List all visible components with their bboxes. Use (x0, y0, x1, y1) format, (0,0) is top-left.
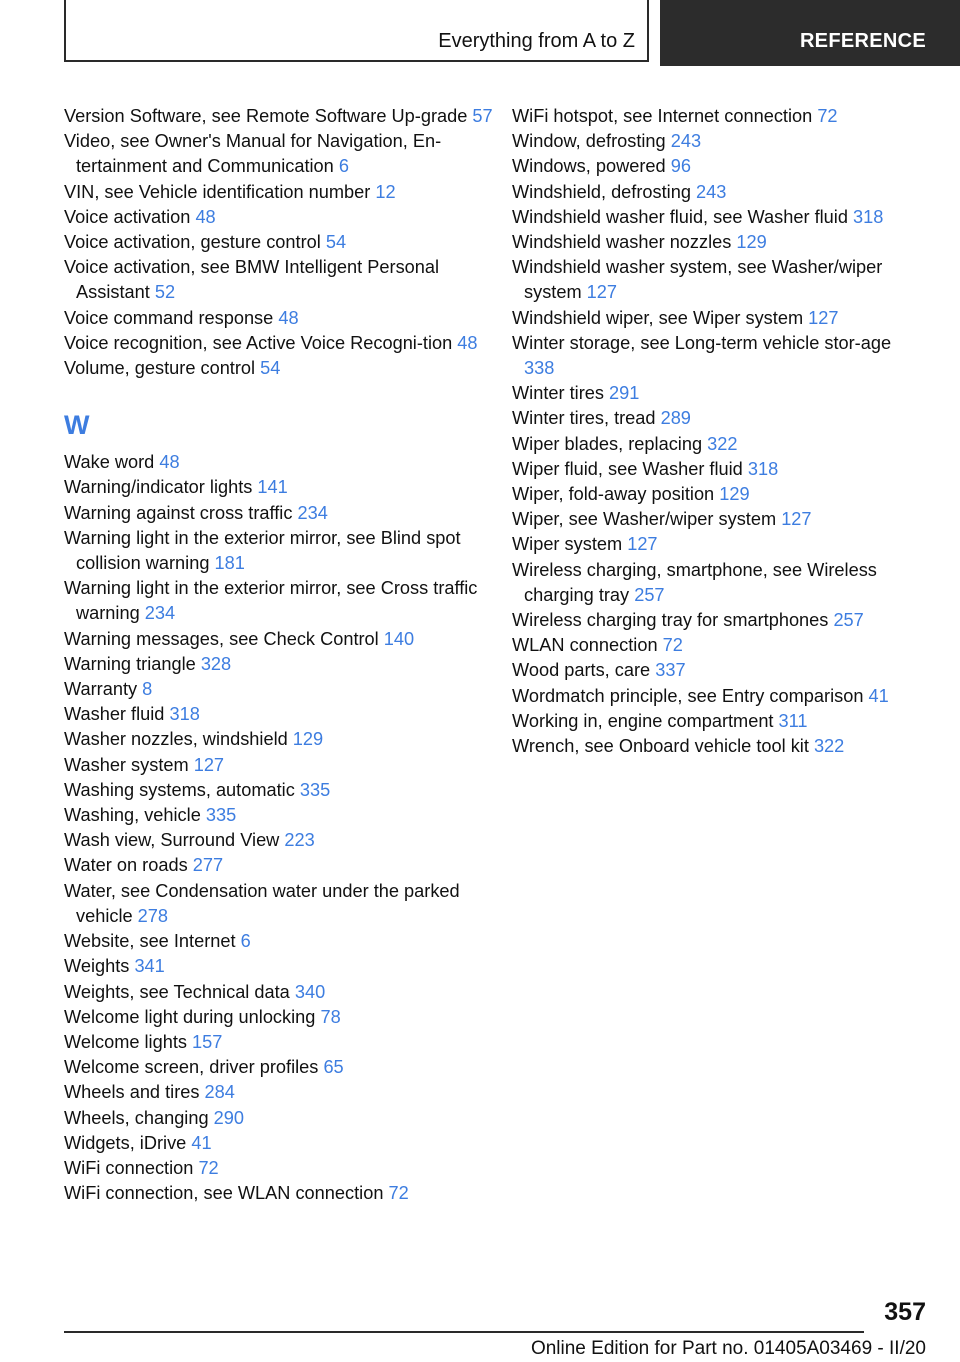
index-column-left (64, 104, 494, 1206)
index-page-link[interactable]: 52 (154, 282, 176, 303)
index-page-link[interactable]: 54 (260, 358, 281, 379)
index-entry (64, 828, 494, 853)
index-entry-text: WiFi hotspot, see Internet connection (512, 106, 818, 126)
index-page-link[interactable]: 48 (159, 452, 180, 473)
index-page-link[interactable]: 48 (278, 307, 299, 328)
index-page-link[interactable]: 127 (193, 754, 225, 775)
index-entry-text: Washer system (64, 754, 194, 775)
index-entry-text: Washer nozzles, windshield (64, 729, 293, 750)
index-column-right (512, 104, 912, 759)
index-entry (64, 1131, 494, 1156)
index-entry (512, 129, 912, 154)
index-entry (64, 1156, 494, 1181)
index-entry (64, 501, 494, 526)
index-entry (512, 230, 912, 255)
index-entry (64, 104, 494, 129)
footer-divider (64, 1331, 864, 1333)
header-section-tab (660, 0, 960, 66)
index-entry (64, 331, 494, 356)
index-page-link[interactable]: 278 (137, 905, 169, 926)
index-entry-text: Wrench, see Onboard vehicle tool kit (512, 736, 814, 757)
index-entry-text: Windshield, defrosting (512, 181, 696, 202)
index-entry-text: Voice activation, see BMW Intelligent Personal Assistant (64, 257, 440, 303)
index-entry (512, 734, 912, 759)
index-entry (512, 432, 912, 457)
index-page-link[interactable]: 65 (323, 1057, 344, 1078)
index-entry-text: Wheels, changing (64, 1107, 214, 1128)
index-entry-text: Washer fluid (64, 704, 170, 725)
header-tab-label: REFERENCE (799, 30, 926, 52)
index-page-link[interactable]: 140 (383, 628, 415, 649)
index-entry-text: Window, defrosting (512, 131, 671, 152)
index-list-v (64, 104, 494, 381)
index-page-link[interactable]: 277 (192, 855, 224, 876)
index-entry (512, 633, 912, 658)
index-entry-text: Working in, engine compartment (512, 710, 779, 731)
index-entry (64, 980, 494, 1005)
index-entry-text: Warning/indicator lights (64, 477, 258, 498)
index-entry-text: Windshield washer fluid, see Washer fluid (512, 206, 853, 227)
index-entry (512, 255, 912, 305)
index-entry-text: Website, see Internet (64, 931, 241, 952)
index-entry-text: Video, see Owner's Manual for Navigation, En-tertainment and Communication (64, 131, 442, 177)
index-page-link[interactable]: 322 (813, 736, 845, 757)
index-page-link[interactable]: 318 (169, 704, 200, 725)
index-list-right (512, 104, 912, 759)
index-entry-text: Volume, gesture control (64, 358, 261, 379)
index-entry (512, 306, 912, 331)
index-page-link[interactable]: 72 (198, 1157, 219, 1178)
section-letter-w: W (64, 410, 90, 441)
index-page-link[interactable]: 12 (375, 181, 396, 202)
index-entry (64, 1005, 494, 1030)
index-page-link[interactable]: 78 (320, 1006, 341, 1027)
index-page-link[interactable]: 243 (670, 131, 702, 152)
index-entry (64, 778, 494, 803)
index-entry-text: Widgets, iDrive (64, 1132, 192, 1153)
index-entry-text: Voice command response (64, 307, 279, 328)
index-entry-text: Voice activation, gesture control (64, 232, 326, 253)
index-page-link[interactable]: 340 (294, 981, 326, 1002)
index-entry (512, 608, 912, 633)
index-entry (512, 180, 912, 205)
index-entry-text: Wireless charging, smartphone, see Wireless charging tray (512, 559, 877, 605)
index-entry-text: Wiper, fold-away position (512, 484, 720, 505)
index-page-link[interactable]: 8 (142, 679, 153, 700)
index-entry (64, 1080, 494, 1105)
index-entry (64, 929, 494, 954)
index-page-link[interactable]: 338 (524, 358, 555, 379)
index-page-link[interactable]: 322 (707, 433, 738, 454)
index-entry-text: Wheels and tires (64, 1082, 205, 1103)
index-entry-text: VIN, see Vehicle identification number (64, 181, 376, 202)
index-entry-text: Washing systems, automatic (64, 779, 300, 800)
index-entry (512, 406, 912, 431)
index-entry (64, 753, 494, 778)
index-entry-text: Weights, see Technical data (64, 981, 295, 1002)
index-entry (64, 306, 494, 331)
index-entry (64, 702, 494, 727)
index-entry (64, 1181, 494, 1206)
index-entry-text: WiFi connection (64, 1157, 199, 1178)
index-list-w (64, 450, 494, 1206)
index-entry-text: Winter storage, see Long-term vehicle stor-age (512, 332, 892, 353)
index-entry-text: Winter tires, tread (512, 408, 661, 429)
index-page-link[interactable]: 311 (778, 710, 808, 731)
index-entry (64, 954, 494, 979)
header-title: Everything from A to Z (438, 30, 635, 52)
index-entry (64, 1106, 494, 1131)
index-entry (64, 853, 494, 878)
index-entry-text: Windshield wiper, see Wiper system (512, 307, 809, 328)
index-page-link[interactable]: 72 (662, 635, 683, 656)
index-entry (512, 205, 912, 230)
index-page-link[interactable]: 129 (292, 729, 324, 750)
index-page-link[interactable]: 335 (299, 779, 331, 800)
index-page-link[interactable]: 127 (808, 307, 839, 328)
index-entry-text: Windshield washer nozzles (512, 232, 737, 253)
index-entry-text: Windows, powered (512, 156, 671, 177)
index-page-link[interactable]: 127 (586, 282, 618, 303)
index-entry (64, 1030, 494, 1055)
index-entry-text: Wood parts, care (512, 660, 656, 681)
index-entry-text: Warning messages, see Check Control (64, 628, 384, 649)
index-entry-text: Winter tires (512, 383, 610, 404)
index-page-link[interactable]: 223 (284, 830, 315, 851)
index-page-link[interactable]: 48 (457, 332, 478, 353)
index-page-link[interactable]: 129 (719, 484, 750, 505)
index-page-link[interactable]: 318 (853, 206, 884, 227)
index-entry-text: Wordmatch principle, see Entry comparison (512, 685, 869, 706)
index-entry (64, 205, 494, 230)
index-entry (512, 104, 912, 129)
index-page-link[interactable]: 72 (817, 106, 838, 126)
footer-edition: Online Edition for Part no. 01405A03469 - II/20 (530, 1338, 926, 1359)
index-page-link[interactable]: 129 (736, 232, 767, 253)
index-entry (64, 526, 494, 576)
index-entry (64, 255, 494, 305)
index-entry (64, 180, 494, 205)
index-page-link[interactable]: 72 (388, 1183, 409, 1204)
index-entry (64, 230, 494, 255)
index-page-link[interactable]: 328 (200, 653, 232, 674)
index-page-link[interactable]: 127 (781, 509, 812, 530)
index-entry-text: Version Software, see Remote Software Up-grade (64, 106, 473, 126)
index-entry-text: Weights (64, 956, 135, 977)
index-page-link[interactable]: 335 (205, 805, 237, 826)
index-entry-text: Water on roads (64, 855, 193, 876)
index-entry (64, 450, 494, 475)
index-entry-text: Warning light in the exterior mirror, see Cross traffic warning (64, 578, 478, 624)
index-entry-text: Wiper system (512, 534, 628, 555)
index-entry (512, 532, 912, 557)
index-page-link[interactable]: 54 (325, 232, 347, 253)
index-entry (64, 356, 494, 381)
page-header (64, 0, 960, 66)
index-entry (64, 1055, 494, 1080)
index-entry-text: Wiper blades, replacing (512, 433, 708, 454)
index-page-link[interactable]: 257 (634, 584, 665, 605)
index-entry (64, 576, 494, 626)
index-entry-text: Warning light in the exterior mirror, see Blind spot collision warning (64, 527, 461, 574)
index-page-link[interactable]: 6 (338, 156, 349, 177)
index-entry (512, 457, 912, 482)
index-entry (512, 331, 912, 381)
index-page-link[interactable]: 337 (655, 660, 686, 681)
index-page-link[interactable]: 284 (204, 1082, 235, 1103)
index-entry-text: Warranty (64, 679, 143, 700)
index-entry (512, 658, 912, 683)
index-entry (512, 482, 912, 507)
index-entry-text: Welcome lights (64, 1031, 193, 1052)
index-entry (512, 709, 912, 734)
index-page-link[interactable]: 57 (472, 106, 493, 126)
index-page-link[interactable]: 6 (240, 931, 251, 952)
index-page-link[interactable]: 41 (868, 685, 889, 706)
index-page-link[interactable]: 181 (214, 553, 245, 574)
index-page-link[interactable]: 318 (747, 458, 779, 479)
index-entry-text: Wash view, Surround View (64, 830, 285, 851)
index-page-link[interactable]: 289 (660, 408, 691, 429)
index-entry (512, 381, 912, 406)
index-page-link[interactable]: 290 (213, 1107, 244, 1128)
index-entry (64, 652, 494, 677)
index-entry-text: WLAN connection (512, 635, 663, 656)
index-page-link[interactable]: 141 (257, 477, 288, 498)
index-entry (64, 677, 494, 702)
index-entry-text: WiFi connection, see WLAN connection (64, 1183, 389, 1204)
index-entry-text: Wiper, see Washer/wiper system (512, 509, 782, 530)
index-entry-text: Wireless charging tray for smartphones (512, 610, 834, 631)
index-entry-text: Washing, vehicle (64, 805, 206, 826)
index-entry (512, 507, 912, 532)
index-entry-text: Windshield washer system, see Washer/wiper system (512, 257, 883, 303)
index-entry (64, 879, 494, 929)
index-page-link[interactable]: 96 (670, 156, 691, 177)
index-entry (64, 627, 494, 652)
page-number: 357 (884, 1298, 926, 1326)
index-entry (64, 727, 494, 752)
index-page-link[interactable]: 257 (833, 610, 864, 631)
index-page-link[interactable]: 234 (297, 502, 328, 523)
index-entry-text: Warning triangle (64, 653, 201, 674)
index-page-link[interactable]: 341 (134, 956, 165, 977)
index-page-link[interactable]: 291 (609, 383, 640, 404)
index-entry-text: Voice activation (64, 206, 196, 227)
index-entry (512, 154, 912, 179)
index-entry-text: Voice recognition, see Active Voice Recogni-tion (64, 332, 458, 353)
index-page-link[interactable]: 157 (192, 1031, 223, 1052)
index-entry-text: Welcome screen, driver profiles (64, 1057, 324, 1078)
index-entry-text: Wake word (64, 452, 160, 473)
index-page-link[interactable]: 41 (191, 1132, 212, 1153)
index-entry (64, 475, 494, 500)
index-entry-text: Warning against cross traffic (64, 502, 298, 523)
index-entry-text: Wiper fluid, see Washer fluid (512, 458, 748, 479)
index-entry (512, 558, 912, 608)
index-entry-text: Water, see Condensation water under the parked vehicle (64, 880, 460, 926)
index-entry (64, 129, 494, 179)
index-entry-text: Welcome light during unlocking (64, 1006, 321, 1027)
index-page-link[interactable]: 234 (144, 603, 176, 624)
index-page-link[interactable]: 243 (696, 181, 727, 202)
index-page-link[interactable]: 48 (195, 206, 216, 227)
header-title-box (64, 0, 649, 62)
index-entry (64, 803, 494, 828)
index-entry (512, 684, 912, 709)
index-page-link[interactable]: 127 (627, 534, 658, 555)
